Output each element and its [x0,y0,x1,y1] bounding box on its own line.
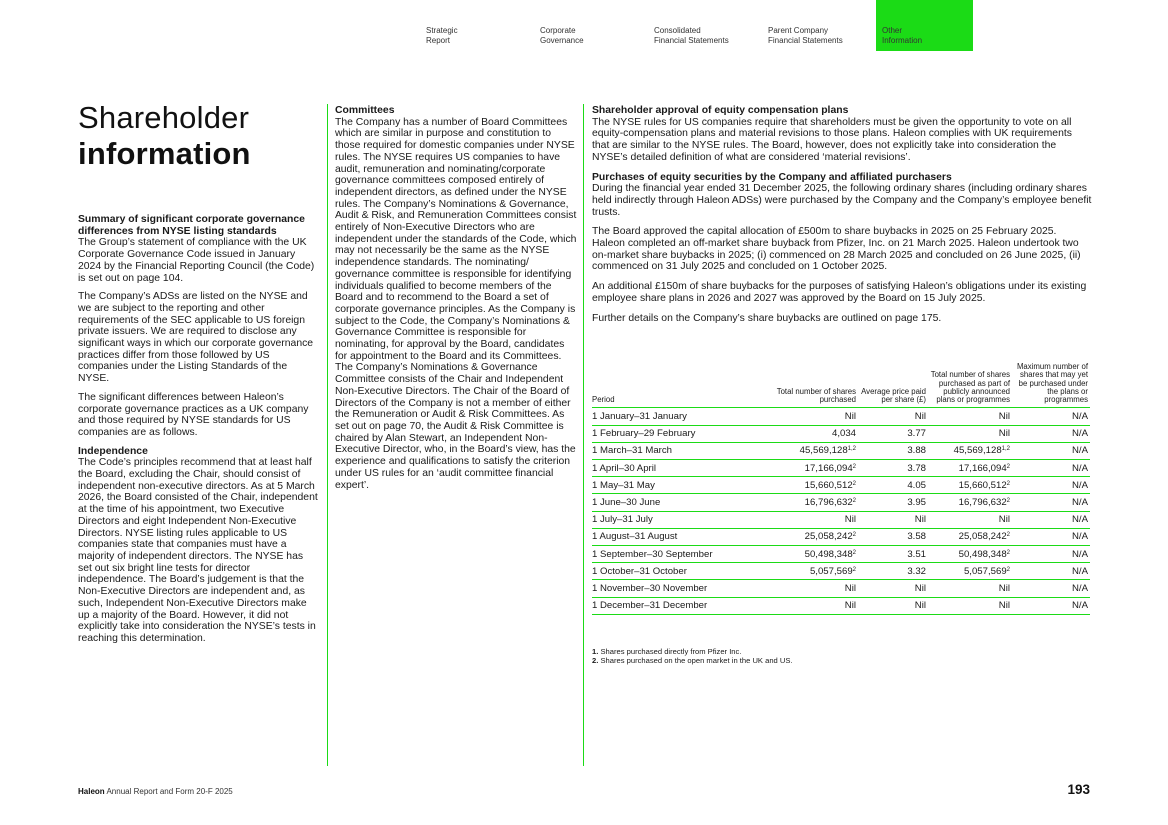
cell-period: 1 February–29 February [592,425,764,442]
cell-plans: 5,057,569$^2$ [928,563,1012,580]
tab-label-line1: Parent Company [768,26,829,35]
table-row [592,528,1090,545]
table-row [592,580,1090,597]
tab-other-information[interactable] [876,0,973,51]
cell-period: 1 November–30 November [592,580,764,597]
cell-avg-price: Nil [858,597,928,614]
cell-total: 4,034 [764,425,858,442]
header-plans-shares: Total number of shares purchased as part of publicly announced plans or programmes [928,363,1012,408]
tab-label-line2: Information [882,36,923,45]
cell-max: N/A [1012,442,1090,459]
table-footnotes [592,647,793,666]
cell-avg-price: 3.77 [858,425,928,442]
header-total-shares: Total number of shares purchased [764,363,858,408]
table-row [592,408,1090,425]
cell-period: 1 April–30 April [592,460,764,477]
cell-plans: 15,660,512$^2$ [928,477,1012,494]
cell-total: 50,498,348$^2$ [764,545,858,562]
table-row [592,442,1090,459]
cell-period: 1 June–30 June [592,494,764,511]
cell-avg-price: 3.78 [858,460,928,477]
cell-avg-price: 4.05 [858,477,928,494]
cell-total: 15,660,512$^2$ [764,477,858,494]
table-row [592,477,1090,494]
cell-max: N/A [1012,580,1090,597]
committees-paragraph: The Company has a number of Board Committees which are similar in purpose and constitution to those required for domestic companies under NYSE rules. The NYSE requires US companies to have audit, remuneration and nominating/corporate governance committees composed entirely of independent directors, as defined under the NYSE rules. The Company’s Nominations & Governance, Audit & Risk, and Remuneration Committees consist entirely of Non-Executive Directors who are independent under the standards of the Code, which may not necessarily be the same as the NYSE independence standards. The nominating/ governance committee is responsible for identifying individuals qualified to become members of the Board and to recommend to the Board a set of corporate governance principles. As the Company is subject to the Code, the Company’s Nominations & Governance Committee is responsible for nominating, for approval by the Board, candidates for appointment to the Board and its Committees. The Company’s Nominations & Governance Committee consists of the Chair and Independent Non-Executive Directors. The Chair of the Board of Directors of the Company is not a member of either the Remuneration or Audit & Risk Committees. As set out on page 70, the Audit & Risk Committee is chaired by Alan Stewart, an Independent Non-Executive Director, who, in the Board’s view, has the experience and qualifications to satisfy the criterion under US rules for an ‘audit committee financial expert’. [335,116,577,491]
cell-period: 1 September–30 September [592,545,764,562]
cell-max: N/A [1012,477,1090,494]
footnote: 2. Shares purchased on the open market in the UK and US. [592,656,793,666]
cell-max: N/A [1012,545,1090,562]
tab-parent-company-financial-statements[interactable] [762,0,859,51]
independence-paragraph: The Code’s principles recommend that at least half the Board, excluding the Chair, should consist of independent non-executive directors. As at 5 March 2026, the Board consisted of the Chair, independent at the time of his appointment, two Executive Directors and eight Independent Non-Executive Directors. NYSE listing rules applicable to US companies state that companies must have a majority of independent directors. The NYSE has set out six bright line tests for director independence. The Board’s judgement is that the Non-Executive Directors are independent and, as such, Independent Non-Executive Directors make up a majority of the Board. However, it did not explicitly take into consideration the NYSE’s tests in reaching this determination. [78,457,318,644]
cell-total: Nil [764,580,858,597]
cell-period: 1 July–31 July [592,511,764,528]
table-header-row [592,363,1090,408]
cell-total: Nil [764,511,858,528]
cell-plans: Nil [928,408,1012,425]
cell-plans: 45,569,128$^{1,2}$ [928,442,1012,459]
cell-total: 17,166,094$^2$ [764,460,858,477]
cell-max: N/A [1012,408,1090,425]
cell-total: 45,569,128$^{1,2}$ [764,442,858,459]
equity-column [592,105,1092,332]
cell-max: N/A [1012,494,1090,511]
cell-avg-price: Nil [858,408,928,425]
purchases-paragraph: An additional £150m of share buybacks for the purposes of satisfying Haleon’s obligations under its existing employee share plans in 2026 and 2027 was approved by the Board on 15 July 2025. [592,281,1087,304]
page-footer [78,787,233,796]
share-purchases-table [592,363,1090,615]
cell-avg-price: 3.58 [858,528,928,545]
cell-plans: Nil [928,580,1012,597]
table-row [592,563,1090,580]
cell-max: N/A [1012,563,1090,580]
tab-label-line1: Consolidated [654,26,701,35]
summary-paragraph: The Group’s statement of compliance with the UK Corporate Governance Code issued in January 2024 by the Financial Reporting Council (the Code) is set out on page 104. [78,237,315,284]
footnote: 1. Shares purchased directly from Pfizer Inc. [592,647,742,656]
cell-avg-price: 3.88 [858,442,928,459]
cell-period: 1 May–31 May [592,477,764,494]
cell-total: Nil [764,597,858,614]
cell-plans: 16,796,632$^2$ [928,494,1012,511]
cell-plans: Nil [928,597,1012,614]
cell-period: 1 August–31 August [592,528,764,545]
page-number: 193 [1067,782,1090,797]
tab-label-line1: Strategic [426,26,458,35]
cell-total: 5,057,569$^2$ [764,563,858,580]
cell-avg-price: 3.95 [858,494,928,511]
cell-plans: Nil [928,511,1012,528]
cell-period: 1 October–31 October [592,563,764,580]
table-row [592,425,1090,442]
table-row [592,511,1090,528]
cell-period: 1 December–31 December [592,597,764,614]
tab-consolidated-financial-statements[interactable] [648,0,745,51]
tab-corporate-governance[interactable] [534,0,631,51]
cell-max: N/A [1012,425,1090,442]
approval-paragraph: The NYSE rules for US companies require that shareholders must be given the opportunity to vote on all equity-compensation plans and material revisions to those plans. Haleon complies with UK requirements that are similar to the NYSE rules. The Board, however, does not explicitly take into consideration the NYSE’s detailed definition of what are considered ‘material revisions’. [592,116,1072,163]
column-divider [583,104,584,766]
independence-heading: Independence [78,445,148,457]
cell-plans: 50,498,348$^2$ [928,545,1012,562]
document-name: Annual Report and Form 20-F 2025 [106,787,233,796]
committees-heading: Committees [335,105,395,116]
cell-total: Nil [764,408,858,425]
governance-differences-column [78,214,318,652]
cell-avg-price: 3.51 [858,545,928,562]
purchases-paragraph: Further details on the Company’s share buybacks are outlined on page 175. [592,312,942,324]
cell-period: 1 January–31 January [592,408,764,425]
cell-plans: 25,058,242$^2$ [928,528,1012,545]
purchases-paragraph: During the financial year ended 31 December 2025, the following ordinary shares (including ordinary shares held indirectly through Haleon ADSs) were purchased by the Company and the Company’s employee benefit trusts. [592,183,1092,218]
cell-total: 25,058,242$^2$ [764,528,858,545]
brand-name: Haleon [78,787,105,796]
table-row [592,494,1090,511]
table-row [592,545,1090,562]
tab-label-line1: Corporate [540,26,576,35]
cell-max: N/A [1012,597,1090,614]
cell-total: 16,796,632$^2$ [764,494,858,511]
tab-label-line2: Governance [540,36,584,45]
page-title-line1: Shareholder [78,100,250,135]
column-divider [327,104,328,766]
cell-avg-price: 3.32 [858,563,928,580]
purchases-paragraph: The Board approved the capital allocation of £500m to share buybacks in 2025 on 25 February 2025. Haleon completed an off-market share buyback from Pfizer, Inc. on 21 March 2025. Haleon undertook two on-market share buybacks in 2025; (i) commenced on 28 March 2025 and concluded on 26 June 2025, (ii) commenced on 31 July 2025 and concluded on 1 October 2025. [592,226,1081,273]
committees-column [335,105,577,498]
cell-max: N/A [1012,511,1090,528]
page-title-line2: information [78,136,251,171]
cell-period: 1 March–31 March [592,442,764,459]
summary-paragraph: The significant differences between Haleon’s corporate governance practices as a UK company and those required by NYSE standards for US companies are as follows. [78,391,309,438]
tab-strategic-report[interactable] [420,0,517,51]
table-row [592,597,1090,614]
header-max-shares: Maximum number of shares that may yet be purchased under the plans or programmes [1012,363,1090,408]
cell-plans: Nil [928,425,1012,442]
page-title [78,100,251,172]
tab-label-line1: Other [882,26,903,35]
cell-avg-price: Nil [858,511,928,528]
cell-max: N/A [1012,528,1090,545]
header-period: Period [592,363,764,408]
table-row [592,460,1090,477]
cell-avg-price: Nil [858,580,928,597]
summary-heading: Summary of significant corporate governance differences from NYSE listing standards [78,214,305,237]
purchases-heading: Purchases of equity securities by the Company and affiliated purchasers [592,171,952,183]
header-average-price: Average price paid per share (£) [858,363,928,408]
tab-label-line2: Financial Statements [654,36,729,45]
approval-heading: Shareholder approval of equity compensation plans [592,105,849,116]
summary-paragraph: The Company’s ADSs are listed on the NYSE and we are subject to the reporting and other requirements of the SEC applicable to US foreign private issuers. We are required to disclose any significant ways in which our corporate governance practices differ from those followed by US companies under the Listing Standards of the NYSE. [78,291,314,385]
cell-max: N/A [1012,460,1090,477]
tab-label-line2: Financial Statements [768,36,843,45]
table-body [592,408,1090,614]
cell-plans: 17,166,094$^2$ [928,460,1012,477]
tab-label-line2: Report [426,36,451,45]
